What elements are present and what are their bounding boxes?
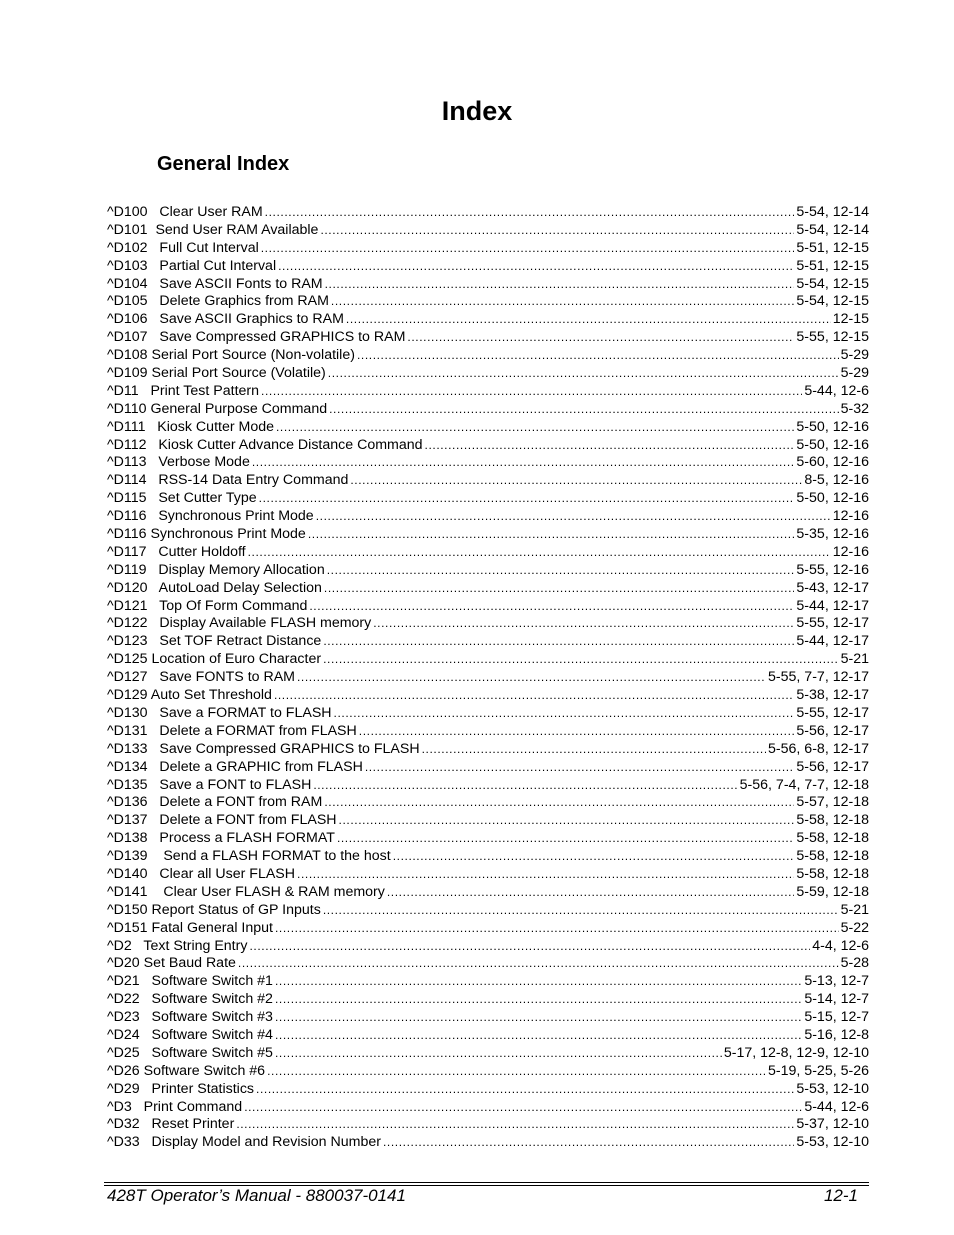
dot-leader <box>334 705 795 723</box>
index-entry <box>107 383 869 401</box>
index-entry-label: ^D22 Software Switch #2 <box>107 991 273 1008</box>
index-entry-label: ^D26 Software Switch #6 <box>107 1062 266 1079</box>
index-entry-pages: 5-51, 12-15 <box>796 239 869 256</box>
index-entry-label: ^D117 Cutter Holdoff <box>107 543 246 560</box>
index-entry-label: ^D139 Send a FLASH FORMAT to the host <box>107 848 391 865</box>
index-entry <box>107 615 869 633</box>
index-entry <box>107 866 869 884</box>
index-entry <box>107 973 869 991</box>
dot-leader <box>238 955 839 973</box>
index-entry <box>107 526 869 544</box>
index-entry-label: ^D110 General Purpose Command <box>107 400 328 417</box>
index-entry-pages: 5-17, 12-8, 12-9, 12-10 <box>723 1044 869 1061</box>
index-entry <box>107 777 869 795</box>
index-entry-pages: 5-44, 12-17 <box>796 633 869 650</box>
index-entry <box>107 920 869 938</box>
index-entry <box>107 1081 869 1099</box>
index-entry <box>107 1063 869 1081</box>
dot-leader <box>274 687 794 705</box>
index-entry-pages: 5-56, 12-17 <box>796 758 869 775</box>
dot-leader <box>248 544 831 562</box>
index-entry-label: ^D115 Set Cutter Type <box>107 490 257 507</box>
footer-divider <box>104 1182 869 1183</box>
dot-leader <box>324 794 794 812</box>
index-entry-pages: 5-37, 12-10 <box>796 1116 869 1133</box>
index-entry-pages: 5-58, 12-18 <box>796 830 869 847</box>
index-entry-pages: 5-55, 12-17 <box>796 615 869 632</box>
index-entry-pages: 5-56, 6-8, 12-17 <box>768 740 869 757</box>
dot-leader <box>383 1134 794 1152</box>
index-entry-pages: 5-55, 7-7, 12-17 <box>768 669 869 686</box>
index-entry <box>107 490 869 508</box>
index-entry <box>107 830 869 848</box>
index-entry-pages: 5-59, 12-18 <box>796 883 869 900</box>
dot-leader <box>422 741 766 759</box>
index-entry-label: ^D103 Partial Cut Interval <box>107 257 277 274</box>
index-entry-label: ^D24 Software Switch #4 <box>107 1026 273 1043</box>
dot-leader <box>346 311 831 329</box>
index-entry-pages: 5-58, 12-18 <box>796 812 869 829</box>
index-entry-label: ^D107 Save Compressed GRAPHICS to RAM <box>107 329 406 346</box>
index-entry <box>107 293 869 311</box>
footer-manual-title: 428T Operator’s Manual - 880037-0141 <box>107 1186 406 1205</box>
dot-leader <box>328 365 839 383</box>
dot-leader <box>324 580 795 598</box>
index-entry-pages: 5-51, 12-15 <box>796 257 869 274</box>
index-entry <box>107 848 869 866</box>
index-entry <box>107 562 869 580</box>
dot-leader <box>339 812 795 830</box>
index-entry <box>107 705 869 723</box>
index-entry-pages: 5-56, 7-4, 7-7, 12-18 <box>739 776 869 793</box>
index-entry-label: ^D138 Process a FLASH FORMAT <box>107 830 335 847</box>
index-entry-pages: 5-22 <box>840 919 869 936</box>
index-entry-label: ^D108 Serial Port Source (Non-volatile) <box>107 347 355 364</box>
index-entry-label: ^D101 Send User RAM Available <box>107 221 319 238</box>
index-entry <box>107 258 869 276</box>
index-entry-label: ^D131 Delete a FORMAT from FLASH <box>107 722 357 739</box>
index-entry <box>107 794 869 812</box>
index-entry-pages: 12-15 <box>832 311 869 328</box>
index-entry-label: ^D112 Kiosk Cutter Advance Distance Command <box>107 436 423 453</box>
index-entry <box>107 1134 869 1152</box>
dot-leader <box>337 830 794 848</box>
index-entry <box>107 598 869 616</box>
index-entry-pages: 5-58, 12-18 <box>796 848 869 865</box>
index-entry <box>107 240 869 258</box>
index-entry <box>107 651 869 669</box>
dot-leader <box>244 1099 802 1117</box>
index-entry-label: ^D113 Verbose Mode <box>107 454 250 471</box>
index-entry <box>107 204 869 222</box>
index-entry <box>107 544 869 562</box>
dot-leader <box>323 902 839 920</box>
dot-leader <box>387 884 795 902</box>
index-entry-label: ^D135 Save a FONT to FLASH <box>107 776 312 793</box>
dot-leader <box>275 991 802 1009</box>
index-entry <box>107 419 869 437</box>
dot-leader <box>261 240 795 258</box>
dot-leader <box>267 1063 766 1081</box>
index-entry <box>107 902 869 920</box>
dot-leader <box>407 329 794 347</box>
index-entry-label: ^D130 Save a FORMAT to FLASH <box>107 704 332 721</box>
index-entry <box>107 723 869 741</box>
index-entry <box>107 311 869 329</box>
dot-leader <box>327 562 795 580</box>
dot-leader <box>275 973 802 991</box>
index-entry <box>107 884 869 902</box>
index-entry <box>107 633 869 651</box>
index-entry <box>107 955 869 973</box>
index-entry-pages: 5-57, 12-18 <box>796 794 869 811</box>
index-entry-pages: 5-44, 12-17 <box>796 597 869 614</box>
dot-leader <box>259 490 795 508</box>
index-entry-label: ^D141 Clear User FLASH & RAM memory <box>107 883 385 900</box>
index-entry-label: ^D11 Print Test Pattern <box>107 382 260 399</box>
index-entry-pages: 5-50, 12-16 <box>796 490 869 507</box>
dot-leader <box>323 651 839 669</box>
index-entry-label: ^D133 Save Compressed GRAPHICS to FLASH <box>107 740 420 757</box>
index-entry-pages: 5-50, 12-16 <box>796 418 869 435</box>
index-entry-label: ^D127 Save FONTS to RAM <box>107 669 295 686</box>
index-entry-label: ^D100 Clear User RAM <box>107 204 263 220</box>
index-entry-pages: 5-60, 12-16 <box>796 454 869 471</box>
dot-leader <box>323 633 794 651</box>
dot-leader <box>331 293 795 311</box>
dot-leader <box>309 598 794 616</box>
index-entry <box>107 938 869 956</box>
index-entry-pages: 5-14, 12-7 <box>804 991 869 1008</box>
index-entry-pages: 5-21 <box>840 651 869 668</box>
index-entry-label: ^D119 Display Memory Allocation <box>107 561 325 578</box>
index-entry-pages: 5-54, 12-14 <box>796 221 869 238</box>
dot-leader <box>261 383 802 401</box>
index-entry-pages: 5-44, 12-6 <box>804 1098 869 1115</box>
dot-leader <box>359 723 795 741</box>
index-entry-pages: 5-56, 12-17 <box>796 722 869 739</box>
index-entry-label: ^D116 Synchronous Print Mode <box>107 526 306 543</box>
index-entry <box>107 472 869 490</box>
index-entry-label: ^D32 Reset Printer <box>107 1116 235 1133</box>
index-entry-label: ^D111 Kiosk Cutter Mode <box>107 418 274 435</box>
dot-leader <box>236 1116 794 1134</box>
dot-leader <box>252 454 795 472</box>
dot-leader <box>365 759 795 777</box>
dot-leader <box>350 472 802 490</box>
dot-leader <box>275 1009 802 1027</box>
dot-leader <box>276 419 794 437</box>
index-entry <box>107 222 869 240</box>
index-entry-label: ^D137 Delete a FONT from FLASH <box>107 812 337 829</box>
index-entry-pages: 5-38, 12-17 <box>796 687 869 704</box>
dot-leader <box>357 347 839 365</box>
index-entry-label: ^D29 Printer Statistics <box>107 1080 255 1097</box>
index-entry-pages: 5-32 <box>840 400 869 417</box>
index-entry <box>107 991 869 1009</box>
index-entry-label: ^D109 Serial Port Source (Volatile) <box>107 365 326 382</box>
dot-leader <box>249 938 810 956</box>
index-entry-pages: 12-16 <box>832 508 869 525</box>
index-entry-label: ^D23 Software Switch #3 <box>107 1009 273 1026</box>
index-entry <box>107 347 869 365</box>
index-entry-label: ^D2 Text String Entry <box>107 937 248 954</box>
dot-leader <box>256 1081 794 1099</box>
index-entry-pages: 12-16 <box>832 543 869 560</box>
index-entry <box>107 759 869 777</box>
index-entry-pages: 4-4, 12-6 <box>812 937 869 954</box>
index-entry <box>107 580 869 598</box>
dot-leader <box>316 508 831 526</box>
index-entry-pages: 5-21 <box>840 901 869 918</box>
index-entry-pages: 5-15, 12-7 <box>804 1009 869 1026</box>
index-entry-label: ^D104 Save ASCII Fonts to RAM <box>107 275 323 292</box>
index-entry-pages: 5-55, 12-17 <box>796 704 869 721</box>
index-entry <box>107 365 869 383</box>
index-entry-pages: 5-53, 12-10 <box>796 1080 869 1097</box>
dot-leader <box>278 258 794 276</box>
index-entry-label: ^D21 Software Switch #1 <box>107 973 273 990</box>
index-entry <box>107 1027 869 1045</box>
index-entry-pages: 5-19, 5-25, 5-26 <box>768 1062 869 1079</box>
index-entry-pages: 5-55, 12-15 <box>796 329 869 346</box>
index-entry-pages: 8-5, 12-16 <box>804 472 869 489</box>
index-entry-pages: 5-43, 12-17 <box>796 579 869 596</box>
index-entry <box>107 401 869 419</box>
index-entry-label: ^D125 Location of Euro Character <box>107 651 322 668</box>
index-entry <box>107 276 869 294</box>
index-entry <box>107 812 869 830</box>
dot-leader <box>275 920 839 938</box>
index-entry-label: ^D136 Delete a FONT from RAM <box>107 794 323 811</box>
section-heading: General Index <box>157 153 290 175</box>
dot-leader <box>393 848 795 866</box>
index-entry-pages: 5-54, 12-14 <box>796 204 869 220</box>
index-entry-pages: 5-55, 12-16 <box>796 561 869 578</box>
index-entry-pages: 5-53, 12-10 <box>796 1134 869 1151</box>
index-entry-label: ^D122 Display Available FLASH memory <box>107 615 372 632</box>
index-entry-label: ^D102 Full Cut Interval <box>107 239 259 256</box>
dot-leader <box>265 204 795 222</box>
index-entry-pages: 5-16, 12-8 <box>804 1026 869 1043</box>
index-entry-label: ^D25 Software Switch #5 <box>107 1044 273 1061</box>
index-entry-label: ^D150 Report Status of GP Inputs <box>107 901 321 918</box>
index-entry <box>107 1099 869 1117</box>
index-entry-pages: 5-50, 12-16 <box>796 436 869 453</box>
index-entry-pages: 5-29 <box>840 365 869 382</box>
index-entry-pages: 5-54, 12-15 <box>796 293 869 310</box>
index-entry <box>107 454 869 472</box>
index-entry <box>107 669 869 687</box>
index-entry-label: ^D106 Save ASCII Graphics to RAM <box>107 311 344 328</box>
index-entry-label: ^D105 Delete Graphics from RAM <box>107 293 329 310</box>
index-entry-label: ^D123 Set TOF Retract Distance <box>107 633 322 650</box>
dot-leader <box>275 1027 802 1045</box>
footer-page-number: 12-1 <box>823 1186 858 1205</box>
dot-leader <box>329 401 838 419</box>
index-entry-label: ^D121 Top Of Form Command <box>107 597 308 614</box>
index-entry-label: ^D116 Synchronous Print Mode <box>107 508 314 525</box>
index-entry <box>107 1009 869 1027</box>
index-entry-label: ^D151 Fatal General Input <box>107 919 273 936</box>
index-entry-pages: 5-29 <box>840 347 869 364</box>
index-entry-label: ^D134 Delete a GRAPHIC from FLASH <box>107 758 363 775</box>
index-entry <box>107 1116 869 1134</box>
index-entry-pages: 5-35, 12-16 <box>796 526 869 543</box>
index-entry <box>107 687 869 705</box>
dot-leader <box>308 526 795 544</box>
index-entry-label: ^D114 RSS-14 Data Entry Command <box>107 472 349 489</box>
index-entry <box>107 437 869 455</box>
index-entry-pages: 5-13, 12-7 <box>804 973 869 990</box>
dot-leader <box>275 1045 722 1063</box>
dot-leader <box>425 437 795 455</box>
index-entry-label: ^D33 Display Model and Revision Number <box>107 1134 381 1151</box>
index-entry-pages: 5-28 <box>840 955 869 972</box>
page-title: Index <box>441 96 513 126</box>
dot-leader <box>325 276 795 294</box>
index-entry-label: ^D129 Auto Set Threshold <box>107 687 272 704</box>
index-entry-label: ^D120 AutoLoad Delay Selection <box>107 579 322 596</box>
index-entry-pages: 5-58, 12-18 <box>796 865 869 882</box>
dot-leader <box>373 615 794 633</box>
dot-leader <box>313 777 737 795</box>
dot-leader <box>297 866 794 884</box>
index-entry <box>107 329 869 347</box>
index-entry-label: ^D140 Clear all User FLASH <box>107 865 296 882</box>
index-entry-pages: 5-44, 12-6 <box>804 382 869 399</box>
index-list <box>107 204 869 1152</box>
dot-leader <box>320 222 794 240</box>
index-entry-label: ^D3 Print Command <box>107 1098 243 1115</box>
index-entry <box>107 508 869 526</box>
index-entry-pages: 5-54, 12-15 <box>796 275 869 292</box>
index-entry <box>107 741 869 759</box>
index-entry-label: ^D20 Set Baud Rate <box>107 955 236 972</box>
index-entry <box>107 1045 869 1063</box>
dot-leader <box>297 669 766 687</box>
